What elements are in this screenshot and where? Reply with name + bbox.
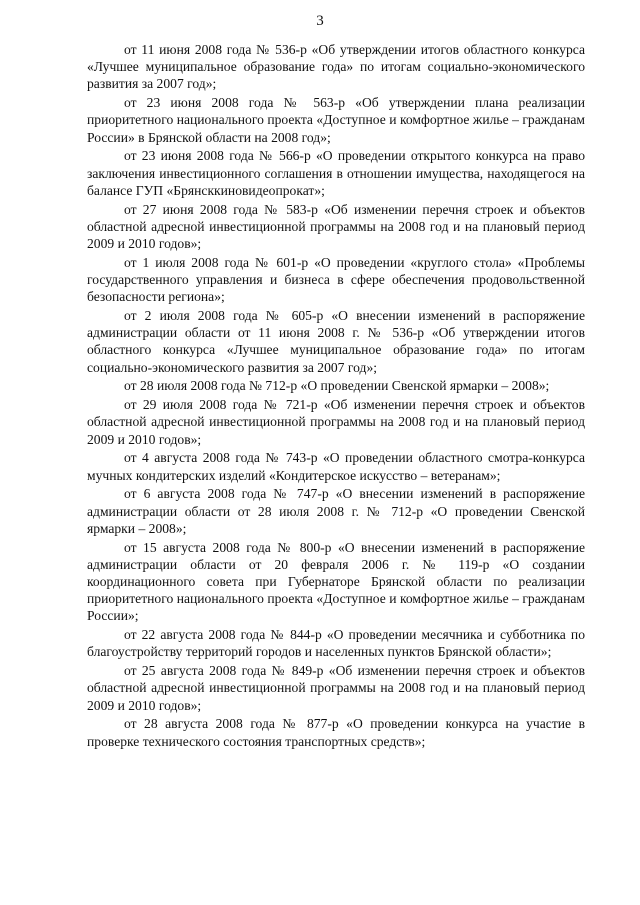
decree-item: от 28 июля 2008 года № 712-р «О проведении Свенской ярмарки – 2008»; bbox=[124, 378, 550, 394]
decree-item: от 23 июня 2008 года № 563-р «Об утверждении плана реализации приоритетного национального проекта «Доступное и комфортное жилье – гражданам России» в Брянской области на 2008 год»; bbox=[87, 95, 585, 145]
decree-item: от 11 июня 2008 года № 536-р «Об утверждении итогов областного конкурса «Лучшее муниципальное образование года» по итогам социально-экономического развития за 2007 год»; bbox=[87, 42, 585, 92]
page-number: 3 bbox=[316, 13, 324, 29]
decree-item: от 6 августа 2008 года № 747-р «О внесении изменений в распоряжение администрации области от 28 июля 2008 г. № 712-р «О проведении Свенской ярмарки – 2008»; bbox=[87, 486, 585, 536]
decree-item: от 28 августа 2008 года № 877-р «О проведении конкурса на участие в проверке технического состояния транспортных средств»; bbox=[87, 716, 585, 749]
decree-item: от 25 августа 2008 года № 849-р «Об изменении перечня строек и объектов областной адресной инвестиционной программы на 2008 год и на плановый период 2009 и 2010 годов»; bbox=[87, 663, 585, 713]
decree-item: от 4 августа 2008 года № 743-р «О проведении областного смотра-конкурса мучных кондитерских изделий «Кондитерское искусство – ветеранам»; bbox=[87, 450, 585, 483]
decree-item: от 22 августа 2008 года № 844-р «О проведении месячника и субботника по благоустройству территорий городов и населенных пунктов Брянской области»; bbox=[87, 627, 585, 660]
decree-item: от 29 июля 2008 года № 721-р «Об изменении перечня строек и объектов областной адресной инвестиционной программы на 2008 год и на плановый период 2009 и 2010 годов»; bbox=[87, 397, 585, 447]
decree-item: от 2 июля 2008 года № 605-р «О внесении изменений в распоряжение администрации области от 11 июня 2008 г. № 536-р «Об утверждении итогов областного конкурса «Лучшее муниципальное образование года» по итогам социально-экономического развития за 2007 год»; bbox=[87, 308, 585, 375]
decree-item: от 15 августа 2008 года № 800-р «О внесении изменений в распоряжение администрации области от 20 февраля 2006 г. № 119-р «О создании координационного совета при Губернаторе Брянской области по реализации приоритетного национального проекта «Доступное и комфортное жилье – гражданам России»; bbox=[87, 539, 585, 624]
decree-list bbox=[87, 41, 585, 751]
decree-item: от 23 июня 2008 года № 566-р «О проведении открытого конкурса на право заключения инвестиционного соглашения в отношении имущества, находящегося на балансе ГУП «Брянсккиновидеопрокат»; bbox=[87, 148, 585, 198]
decree-item: от 27 июня 2008 года № 583-р «Об изменении перечня строек и объектов областной адресной инвестиционной программы на 2008 год и на плановый период 2009 и 2010 годов»; bbox=[87, 201, 585, 252]
decree-item: от 1 июля 2008 года № 601-р «О проведении «круглого стола» «Проблемы государственного управления и бизнеса в сфере обеспечения продовольственной безопасности региона»; bbox=[87, 254, 585, 305]
